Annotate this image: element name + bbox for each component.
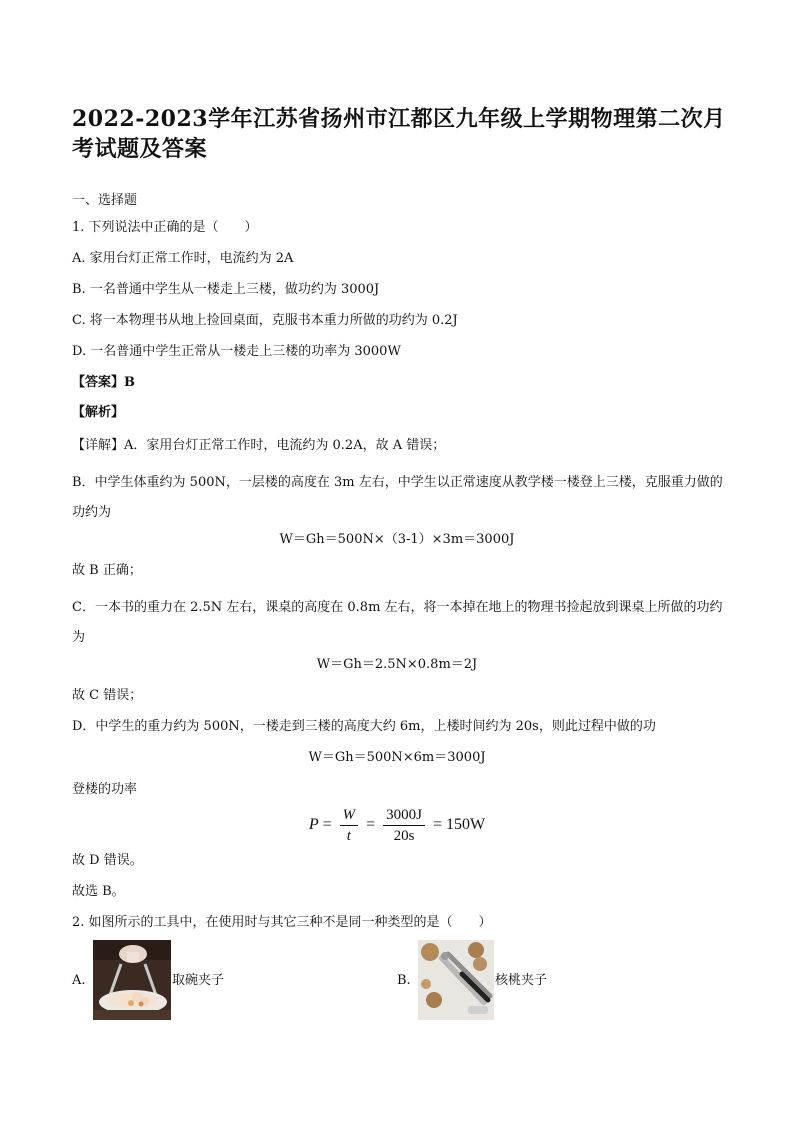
q1-formula-d: W＝Gh＝500N×6m＝3000J xyxy=(308,750,486,765)
formula-result: 150W xyxy=(446,816,486,833)
q2-stem: 2. 如图所示的工具中，在使用时与其它三种不是同一种类型的是（ ） xyxy=(72,915,492,930)
q1-formula-b: W＝Gh＝500N×（3-1）×3m＝3000J xyxy=(279,532,515,547)
formula-equals-3: = xyxy=(433,816,443,833)
q1-detail-c: C．一本书的重力在 2.5N 左右，课桌的高度在 0.8m 左右，将一本掉在地上的物理书捡起放到课桌上所做的功约为 xyxy=(72,600,723,645)
q2-option-b-letter: B. xyxy=(397,973,411,988)
formula-fraction-numeric xyxy=(383,805,425,846)
nutcracker-image xyxy=(418,940,494,1020)
q1-stem: 1. 下列说法中正确的是（ ） xyxy=(72,220,258,235)
q1-conclusion-d: 故 D 错误。 xyxy=(72,853,143,868)
formula-equals-2: = xyxy=(366,816,376,833)
q1-analysis-label: 【解析】 xyxy=(72,405,125,420)
fraction-denominator-time: 20s xyxy=(393,827,415,844)
bowl-clip-image xyxy=(93,940,171,1020)
q1-option-b: B. 一名普通中学生从一楼走上三楼，做功约为 3000J xyxy=(72,282,380,297)
q1-power-label: 登楼的功率 xyxy=(72,782,138,797)
formula-lhs: P xyxy=(308,816,319,833)
document-title: 2022-2023学年江苏省扬州市江都区九年级上学期物理第二次月考试题及答案 xyxy=(72,106,726,162)
q1-option-c: C. 将一本物理书从地上捡回桌面，克服书本重力所做的功约为 0.2J xyxy=(72,313,458,328)
fraction-denominator-t: t xyxy=(346,827,351,844)
q2-option-a-label: 取碗夹子 xyxy=(172,973,225,988)
bowl-clip-illustration xyxy=(93,940,171,1020)
fraction-numerator-w: W xyxy=(340,805,359,826)
q1-power-formula xyxy=(0,803,794,847)
section-heading: 一、选择题 xyxy=(72,193,138,208)
formula-fraction-symbolic xyxy=(340,805,359,846)
q1-detail-b: B．中学生体重约为 500N，一层楼的高度在 3m 左右，中学生以正常速度从教学楼一楼登上三楼，克服重力做的功约为 xyxy=(72,475,723,520)
fraction-numerator-work: 3000J xyxy=(383,805,425,826)
q1-option-a: A. 家用台灯正常工作时，电流约为 2A xyxy=(72,251,294,266)
q2-option-a-letter: A. xyxy=(72,973,86,988)
nutcracker-illustration xyxy=(418,940,494,1020)
q1-option-d: D. 一名普通中学生正常从一楼走上三楼的功率为 3000W xyxy=(72,344,401,359)
q1-conclusion-b: 故 B 正确； xyxy=(72,563,142,578)
q1-formula-c: W＝Gh＝2.5N×0.8m＝2J xyxy=(316,657,478,672)
q1-detail-d: D．中学生的重力约为 500N，一楼走到三楼的高度大约 6m，上楼时间约为 20s，则此过程中做的功 xyxy=(72,719,656,734)
q1-detail-a: 【详解】A．家用台灯正常工作时，电流约为 0.2A，故 A 错误； xyxy=(72,438,446,453)
q2-option-b-label: 核桃夹子 xyxy=(495,973,548,988)
q1-answer: 【答案】B xyxy=(72,375,135,390)
q1-final-answer: 故选 B。 xyxy=(72,884,125,899)
q1-conclusion-c: 故 C 错误； xyxy=(72,688,143,703)
formula-equals-1: = xyxy=(322,816,332,833)
